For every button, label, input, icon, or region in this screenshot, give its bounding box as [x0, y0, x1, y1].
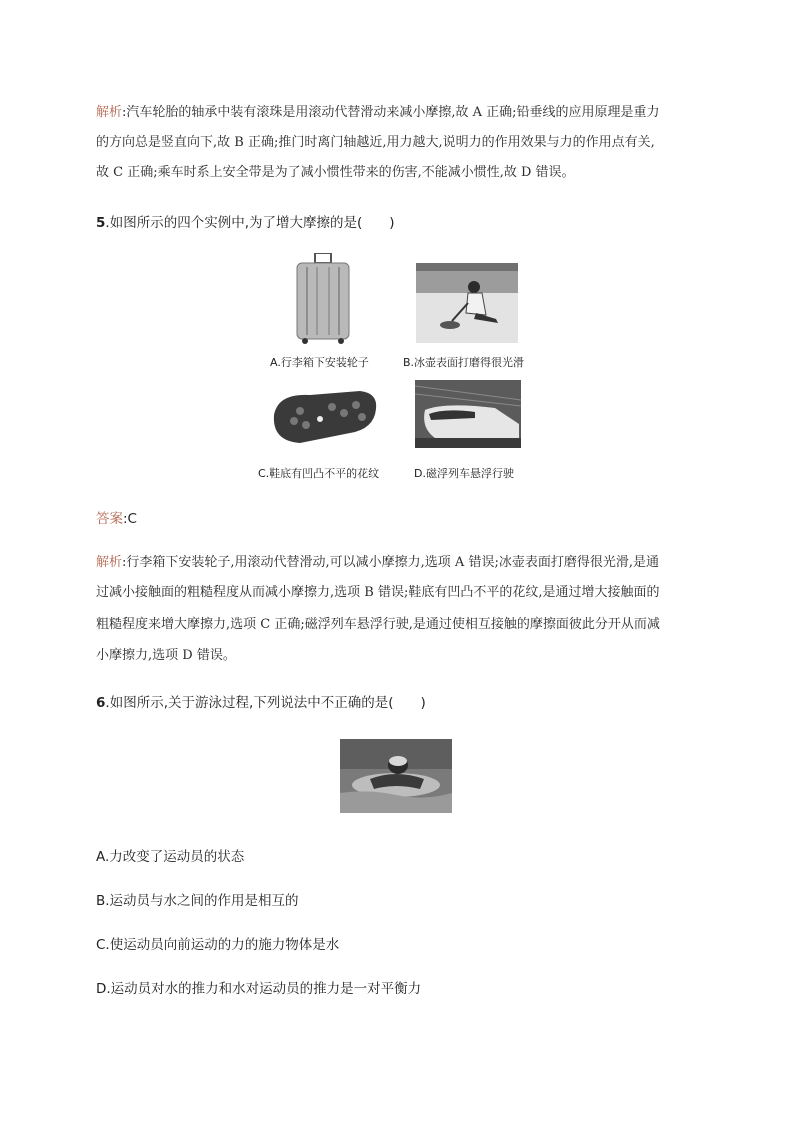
analysis-text: :汽车轮胎的轴承中装有滚珠是用滚动代替滑动来减小摩擦,故 A 正确;铅垂线的应用原理是重力 — [122, 105, 660, 120]
shoe-sole-image — [270, 385, 380, 447]
answer-value: :C — [123, 511, 137, 527]
q5-analysis-line-2: 过减小接触面的粗糙程度从而减小摩擦力,选项 B 错误;鞋底有凹凸不平的花纹,是通过增大接触面的 — [96, 585, 660, 600]
analysis-text: :行李箱下安装轮子,用滚动代替滑动,可以减小摩擦力,选项 A 错误;冰壶表面打磨得很光滑,是通 — [122, 555, 659, 570]
option-a: A.力改变了运动员的状态 — [96, 849, 245, 865]
caption-b: B.冰壶表面打磨得很光滑 — [403, 356, 525, 369]
question-number: 6 — [96, 695, 106, 711]
q5-analysis-line-1 — [96, 550, 696, 576]
question-6 — [96, 691, 426, 711]
option-b: B.运动员与水之间的作用是相互的 — [96, 893, 299, 909]
caption-c: C.鞋底有凹凸不平的花纹 — [258, 467, 380, 480]
suitcase-image — [295, 253, 351, 345]
curling-image — [416, 263, 518, 343]
option-c: C.使运动员向前运动的力的施力物体是水 — [96, 937, 340, 953]
q5-analysis-line-4: 小摩擦力,选项 D 错误。 — [96, 648, 236, 663]
answer-label: 答案 — [96, 511, 123, 527]
question-number: 5 — [96, 215, 106, 231]
swimmer-image — [340, 739, 452, 813]
analysis-label: 解析 — [96, 555, 123, 570]
answer-5 — [96, 507, 137, 527]
prev-analysis-line-1 — [96, 100, 696, 126]
maglev-train-image — [415, 380, 521, 448]
caption-a: A.行李箱下安装轮子 — [270, 356, 369, 369]
prev-analysis-line-3: 故 C 正确;乘车时系上安全带是为了减小惯性带来的伤害,不能减小惯性,故 D 错误。 — [96, 165, 575, 180]
caption-d: D.磁浮列车悬浮行驶 — [414, 467, 514, 480]
analysis-label: 解析 — [96, 105, 123, 120]
question-text: .如图所示的四个实例中,为了增大摩擦的是( ) — [105, 215, 395, 231]
q5-analysis-line-3: 粗糙程度来增大摩擦力,选项 C 正确;磁浮列车悬浮行驶,是通过使相互接触的摩擦面彼此分开从而减 — [96, 617, 660, 632]
prev-analysis-line-2: 的方向总是竖直向下,故 B 正确;推门时离门轴越近,用力越大,说明力的作用效果与力的作用点有关, — [96, 135, 655, 150]
question-text: .如图所示,关于游泳过程,下列说法中不正确的是( ) — [105, 695, 426, 711]
question-5 — [96, 211, 395, 231]
option-d: D.运动员对水的推力和水对运动员的推力是一对平衡力 — [96, 981, 422, 997]
